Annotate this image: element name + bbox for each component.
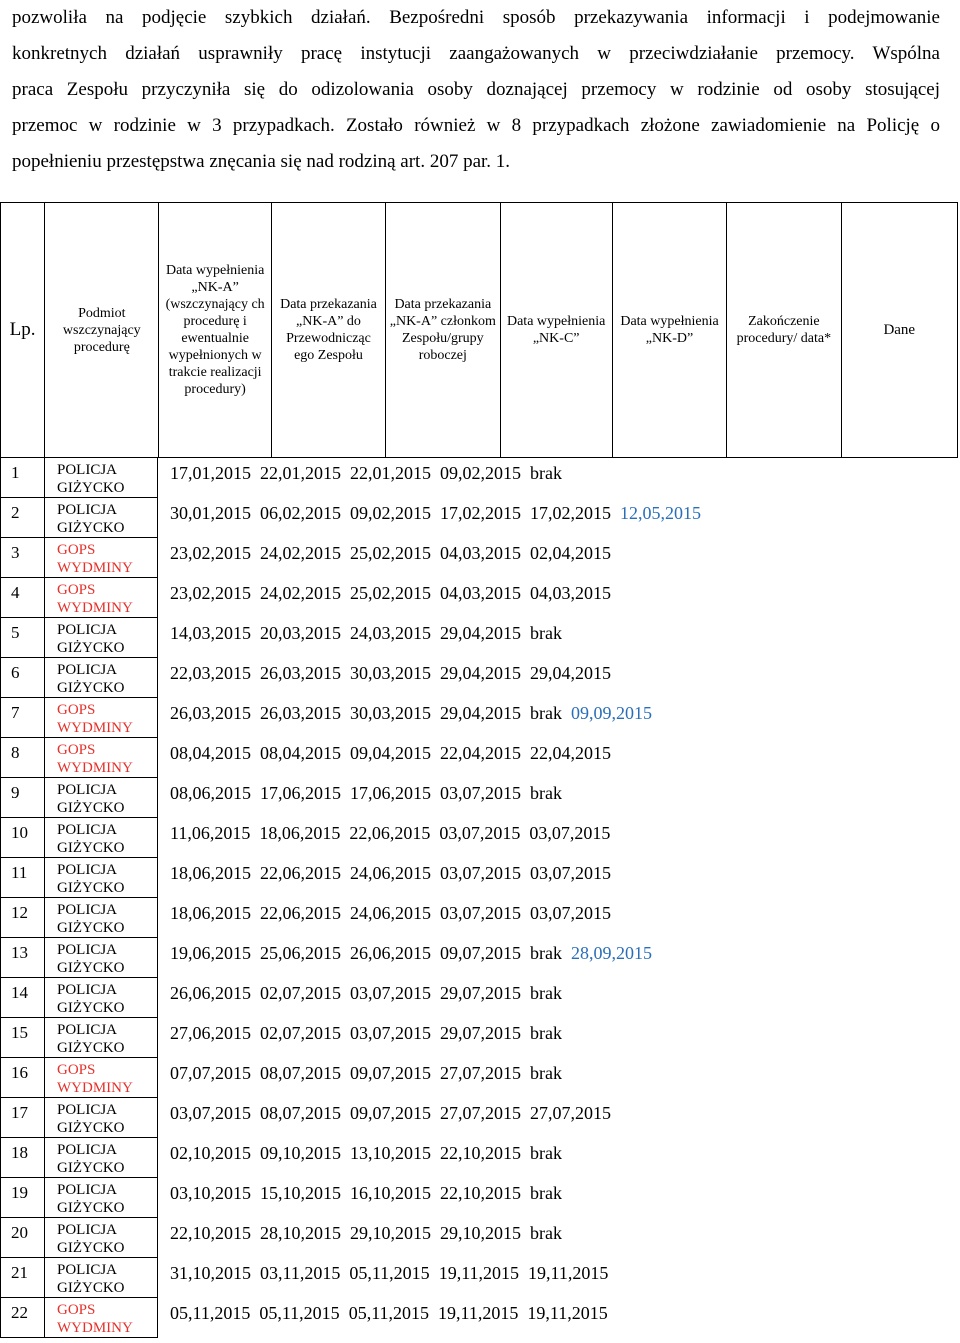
institution-name: GOPS xyxy=(57,702,96,718)
row-number: 6 xyxy=(11,663,20,682)
row-dates xyxy=(170,1183,571,1204)
institution-town: WYDMINY xyxy=(57,720,133,736)
date-value: 19,11,2015 xyxy=(528,1263,609,1283)
row-lp-cell xyxy=(0,1258,44,1298)
row-dates xyxy=(170,623,571,644)
date-value: 22,10,2015 xyxy=(440,1143,521,1163)
row-institution-cell xyxy=(44,1298,158,1338)
date-value: 11,06,2015 xyxy=(170,823,251,843)
institution-town: GIŻYCKO xyxy=(57,1040,125,1056)
table-row xyxy=(0,898,960,938)
row-dates xyxy=(170,903,620,924)
date-value: 08,07,2015 xyxy=(260,1103,341,1123)
row-dates xyxy=(170,1263,617,1284)
date-value: 18,06,2015 xyxy=(170,863,251,883)
date-value: 09,07,2015 xyxy=(350,1103,431,1123)
row-number: 12 xyxy=(11,903,28,922)
row-lp-cell xyxy=(0,938,44,978)
table-row xyxy=(0,1018,960,1058)
institution-town: GIŻYCKO xyxy=(57,680,125,696)
date-value: brak xyxy=(530,783,562,803)
row-institution-cell xyxy=(44,1058,158,1098)
row-lp-cell xyxy=(0,1218,44,1258)
date-value: 19,11,2015 xyxy=(527,1303,608,1323)
date-value: brak xyxy=(530,1063,562,1083)
date-value: 22,06,2015 xyxy=(260,903,341,923)
date-value: 02,07,2015 xyxy=(260,983,341,1003)
paragraph-line-1: pozwoliła na podjęcie szybkich działań. Bezpośredni sposób przekazywania informacji i podejmowanie xyxy=(12,7,940,28)
date-value: 03,11,2015 xyxy=(260,1263,341,1283)
date-value: 29,04,2015 xyxy=(440,703,521,723)
row-number: 15 xyxy=(11,1023,28,1042)
paragraph-line-5: popełnieniu przestępstwa znęcania się nad rodziną art. 207 par. 1. xyxy=(12,151,511,172)
table-row xyxy=(0,498,960,538)
date-value: 03,10,2015 xyxy=(170,1183,251,1203)
header-nka-date: Data wypełnienia „NK-A” (wszczynający ch procedurę i ewentualnie wypełnionych w trakcie realizacji procedury) xyxy=(159,203,271,458)
closure-date: 12,05,2015 xyxy=(620,503,701,523)
institution-name: POLICJA xyxy=(57,662,118,678)
date-value: 13,10,2015 xyxy=(350,1143,431,1163)
row-number: 11 xyxy=(11,863,28,882)
table-row xyxy=(0,1258,960,1298)
date-value: 24,06,2015 xyxy=(350,863,431,883)
date-value: 29,10,2015 xyxy=(440,1223,521,1243)
table-row xyxy=(0,538,960,578)
row-number: 2 xyxy=(11,503,20,522)
table-row xyxy=(0,938,960,978)
institution-name: POLICJA xyxy=(57,1102,118,1118)
date-value: 03,07,2015 xyxy=(530,863,611,883)
date-value: 19,11,2015 xyxy=(438,1263,520,1283)
date-value: 23,02,2015 xyxy=(170,543,251,563)
table-row xyxy=(0,618,960,658)
date-value: 18,06,2015 xyxy=(259,823,341,843)
date-value: 04,03,2015 xyxy=(530,583,611,603)
institution-town: GIŻYCKO xyxy=(57,880,125,896)
intro-paragraph xyxy=(12,0,940,180)
date-value: 03,07,2015 xyxy=(440,863,521,883)
row-dates xyxy=(170,783,571,804)
institution-name: POLICJA xyxy=(57,782,118,798)
row-institution-cell xyxy=(44,538,158,578)
row-lp-cell xyxy=(0,1098,44,1138)
date-value: 27,07,2015 xyxy=(530,1103,611,1123)
institution-town: WYDMINY xyxy=(57,760,133,776)
institution-name: POLICJA xyxy=(57,1222,118,1238)
date-value: 08,07,2015 xyxy=(260,1063,341,1083)
date-value: 26,03,2015 xyxy=(260,663,341,683)
header-closure: Zakończenie procedury/ data* xyxy=(727,203,841,458)
date-value: 09,02,2015 xyxy=(350,503,431,523)
institution-name: POLICJA xyxy=(57,622,118,638)
row-lp-cell xyxy=(0,858,44,898)
row-lp-cell xyxy=(0,1178,44,1218)
date-value: 09,10,2015 xyxy=(260,1143,341,1163)
institution-name: POLICJA xyxy=(57,1142,118,1158)
table-row xyxy=(0,1098,960,1138)
institution-name: GOPS xyxy=(57,542,96,558)
date-value: 17,02,2015 xyxy=(440,503,521,523)
row-institution-cell xyxy=(44,618,158,658)
row-lp-cell xyxy=(0,498,44,538)
table-row xyxy=(0,658,960,698)
closure-date: 09,09,2015 xyxy=(570,703,652,723)
table-row xyxy=(0,698,960,738)
date-value: 17,06,2015 xyxy=(350,783,431,803)
institution-name: GOPS xyxy=(57,1302,96,1318)
date-value: 03,07,2015 xyxy=(440,783,521,803)
row-lp-cell xyxy=(0,1058,44,1098)
date-value: 09,04,2015 xyxy=(350,743,431,763)
row-number: 8 xyxy=(11,743,20,762)
date-value: 03,07,2015 xyxy=(530,903,611,923)
date-value: brak xyxy=(530,1023,562,1043)
date-value: 27,07,2015 xyxy=(440,1063,521,1083)
row-lp-cell xyxy=(0,738,44,778)
row-dates xyxy=(170,1143,571,1164)
row-institution-cell xyxy=(44,738,158,778)
row-dates xyxy=(170,703,661,724)
header-members-date: Data przekazania „NK-A” członkom Zespołu/grupy roboczej xyxy=(386,203,500,458)
date-value: brak xyxy=(530,463,562,483)
date-value: 30,03,2015 xyxy=(350,663,431,683)
row-number: 19 xyxy=(11,1183,28,1202)
row-lp-cell xyxy=(0,1298,44,1338)
institution-town: WYDMINY xyxy=(57,560,133,576)
row-dates xyxy=(170,823,619,844)
date-value: 26,03,2015 xyxy=(260,703,341,723)
date-value: 24,02,2015 xyxy=(260,543,341,563)
row-lp-cell xyxy=(0,578,44,618)
row-dates xyxy=(170,863,620,884)
row-dates xyxy=(170,503,710,524)
institution-town: GIŻYCKO xyxy=(57,520,125,536)
date-value: brak xyxy=(530,1223,562,1243)
date-value: 22,10,2015 xyxy=(170,1223,251,1243)
row-number: 18 xyxy=(11,1143,28,1162)
date-value: 26,03,2015 xyxy=(170,703,251,723)
row-dates xyxy=(170,583,620,604)
date-value: 30,03,2015 xyxy=(350,703,431,723)
table-row xyxy=(0,818,960,858)
row-institution-cell xyxy=(44,1138,158,1178)
institution-name: POLICJA xyxy=(57,862,118,878)
institution-name: POLICJA xyxy=(57,1262,118,1278)
date-value: 29,04,2015 xyxy=(530,663,611,683)
date-value: 05,11,2015 xyxy=(349,1263,430,1283)
date-value: 09,02,2015 xyxy=(440,463,521,483)
date-value: 27,07,2015 xyxy=(440,1103,521,1123)
row-lp-cell xyxy=(0,538,44,578)
row-lp-cell xyxy=(0,818,44,858)
row-lp-cell xyxy=(0,978,44,1018)
row-dates xyxy=(170,943,661,964)
closure-date: 28,09,2015 xyxy=(570,943,652,963)
institution-name: POLICJA xyxy=(57,902,118,918)
institution-town: WYDMINY xyxy=(57,1320,133,1336)
institution-name: POLICJA xyxy=(57,462,118,478)
row-institution-cell xyxy=(44,458,158,498)
date-value: 17,02,2015 xyxy=(530,503,611,523)
date-value: 26,06,2015 xyxy=(170,983,251,1003)
institution-town: WYDMINY xyxy=(57,1080,133,1096)
date-value: 04,03,2015 xyxy=(440,543,521,563)
date-value: 02,07,2015 xyxy=(260,1023,341,1043)
table-row xyxy=(0,978,960,1018)
date-value: 17,06,2015 xyxy=(260,783,341,803)
table-row xyxy=(0,1138,960,1178)
table-row xyxy=(0,1058,960,1098)
institution-name: POLICJA xyxy=(57,1182,118,1198)
row-lp-cell xyxy=(0,778,44,818)
date-value: 25,06,2015 xyxy=(260,943,341,963)
row-institution-cell xyxy=(44,778,158,818)
institution-town: GIŻYCKO xyxy=(57,480,125,496)
institution-town: WYDMINY xyxy=(57,600,133,616)
date-value: 05,11,2015 xyxy=(348,1303,430,1323)
row-number: 17 xyxy=(11,1103,28,1122)
row-institution-cell xyxy=(44,1258,158,1298)
row-number: 13 xyxy=(11,943,28,962)
row-institution-cell xyxy=(44,578,158,618)
procedure-table-header xyxy=(0,202,958,458)
date-value: 27,06,2015 xyxy=(170,1023,251,1043)
institution-town: GIŻYCKO xyxy=(57,1120,125,1136)
institution-town: GIŻYCKO xyxy=(57,840,125,856)
date-value: 03,07,2015 xyxy=(350,983,431,1003)
date-value: 22,04,2015 xyxy=(440,743,521,763)
institution-town: GIŻYCKO xyxy=(57,960,125,976)
row-dates xyxy=(170,543,620,564)
institution-name: GOPS xyxy=(57,742,96,758)
institution-name: POLICJA xyxy=(57,822,118,838)
date-value: 09,07,2015 xyxy=(350,1063,431,1083)
row-lp-cell xyxy=(0,1138,44,1178)
row-institution-cell xyxy=(44,1218,158,1258)
date-value: 17,01,2015 xyxy=(170,463,251,483)
table-row xyxy=(0,1298,960,1338)
row-dates xyxy=(170,1103,620,1124)
header-dane: Dane xyxy=(841,203,957,458)
row-lp-cell xyxy=(0,1018,44,1058)
row-institution-cell xyxy=(44,938,158,978)
table-row xyxy=(0,1178,960,1218)
date-value: 19,06,2015 xyxy=(170,943,251,963)
row-institution-cell xyxy=(44,898,158,938)
row-number: 10 xyxy=(11,823,28,842)
date-value: 29,07,2015 xyxy=(440,983,521,1003)
date-value: 22,06,2015 xyxy=(349,823,431,843)
date-value: 28,10,2015 xyxy=(260,1223,341,1243)
row-dates xyxy=(170,1023,571,1044)
header-podmiot: Podmiot wszczynający procedurę xyxy=(45,203,159,458)
institution-town: GIŻYCKO xyxy=(57,1160,125,1176)
row-dates xyxy=(170,463,571,484)
date-value: 05,11,2015 xyxy=(259,1303,340,1323)
date-value: 05,11,2015 xyxy=(170,1303,251,1323)
date-value: 04,03,2015 xyxy=(440,583,521,603)
paragraph-line-2: konkretnych działań usprawniły pracę instytucji zaangażowanych w przeciwdziałanie przemocy. Wspólna xyxy=(12,43,940,64)
row-dates xyxy=(170,1223,571,1244)
date-value: 19,11,2015 xyxy=(438,1303,519,1323)
table-row xyxy=(0,578,960,618)
row-dates xyxy=(170,983,571,1004)
date-value: 29,04,2015 xyxy=(440,663,521,683)
row-dates xyxy=(170,1303,617,1324)
header-transfer-date: Data przekazania „NK-A” do Przewodnicząc ego Zespołu xyxy=(271,203,385,458)
date-value: 07,07,2015 xyxy=(170,1063,251,1083)
institution-town: GIŻYCKO xyxy=(57,1200,125,1216)
date-value: 03,07,2015 xyxy=(529,823,611,843)
institution-town: GIŻYCKO xyxy=(57,920,125,936)
institution-name: GOPS xyxy=(57,582,96,598)
row-institution-cell xyxy=(44,1098,158,1138)
row-number: 4 xyxy=(11,583,20,602)
date-value: 26,06,2015 xyxy=(350,943,431,963)
header-nkc-date: Data wypełnienia „NK-C” xyxy=(500,203,612,458)
table-row xyxy=(0,738,960,778)
date-value: 29,10,2015 xyxy=(350,1223,431,1243)
date-value: brak xyxy=(530,1183,562,1203)
row-lp-cell xyxy=(0,618,44,658)
date-value: 15,10,2015 xyxy=(260,1183,341,1203)
date-value: 30,01,2015 xyxy=(170,503,251,523)
row-institution-cell xyxy=(44,698,158,738)
row-number: 16 xyxy=(11,1063,28,1082)
date-value: 25,02,2015 xyxy=(350,543,431,563)
date-value: 20,03,2015 xyxy=(260,623,341,643)
row-institution-cell xyxy=(44,978,158,1018)
institution-town: GIŻYCKO xyxy=(57,800,125,816)
header-lp: Lp. xyxy=(1,203,45,458)
date-value: 22,01,2015 xyxy=(350,463,431,483)
date-value: brak xyxy=(530,1143,562,1163)
date-value: 24,03,2015 xyxy=(350,623,431,643)
date-value: 03,07,2015 xyxy=(440,903,521,923)
date-value: 29,07,2015 xyxy=(440,1023,521,1043)
institution-town: GIŻYCKO xyxy=(57,1000,125,1016)
row-institution-cell xyxy=(44,658,158,698)
date-value: 24,02,2015 xyxy=(260,583,341,603)
institution-name: POLICJA xyxy=(57,942,118,958)
row-dates xyxy=(170,1063,571,1084)
row-institution-cell xyxy=(44,1178,158,1218)
date-value: 25,02,2015 xyxy=(350,583,431,603)
date-value: 16,10,2015 xyxy=(350,1183,431,1203)
date-value: brak xyxy=(530,983,562,1003)
header-nkd-date: Data wypełnienia „NK-D” xyxy=(612,203,726,458)
row-lp-cell xyxy=(0,698,44,738)
date-value: 24,06,2015 xyxy=(350,903,431,923)
date-value: 22,01,2015 xyxy=(260,463,341,483)
row-number: 22 xyxy=(11,1303,28,1322)
row-number: 5 xyxy=(11,623,20,642)
date-value: 31,10,2015 xyxy=(170,1263,251,1283)
paragraph-line-3: praca Zespołu przyczyniła się do odizolowania osoby doznającej przemocy w rodzinie od osoby stosującej xyxy=(12,79,940,100)
date-value: 08,04,2015 xyxy=(170,743,251,763)
row-number: 14 xyxy=(11,983,28,1002)
date-value: 03,07,2015 xyxy=(439,823,521,843)
table-row xyxy=(0,778,960,818)
row-number: 1 xyxy=(11,463,20,482)
date-value: 22,10,2015 xyxy=(440,1183,521,1203)
institution-town: GIŻYCKO xyxy=(57,1240,125,1256)
row-number: 20 xyxy=(11,1223,28,1242)
date-value: 03,07,2015 xyxy=(350,1023,431,1043)
row-institution-cell xyxy=(44,498,158,538)
date-value: brak xyxy=(530,943,562,963)
row-institution-cell xyxy=(44,858,158,898)
date-value: 09,07,2015 xyxy=(440,943,521,963)
date-value: 08,06,2015 xyxy=(170,783,251,803)
row-number: 9 xyxy=(11,783,20,802)
institution-town: GIŻYCKO xyxy=(57,640,125,656)
date-value: 08,04,2015 xyxy=(260,743,341,763)
paragraph-line-4: przemoc w rodzinie w 3 przypadkach. Zostało również w 8 przypadkach złożone zawiadomienie na Policję o xyxy=(12,115,940,136)
date-value: 02,10,2015 xyxy=(170,1143,251,1163)
table-row xyxy=(0,458,960,498)
row-lp-cell xyxy=(0,898,44,938)
row-number: 21 xyxy=(11,1263,28,1282)
table-row xyxy=(0,1218,960,1258)
date-value: 06,02,2015 xyxy=(260,503,341,523)
row-lp-cell xyxy=(0,658,44,698)
table-row xyxy=(0,858,960,898)
date-value: 02,04,2015 xyxy=(530,543,611,563)
row-institution-cell xyxy=(44,1018,158,1058)
institution-name: POLICJA xyxy=(57,982,118,998)
date-value: 18,06,2015 xyxy=(170,903,251,923)
date-value: 14,03,2015 xyxy=(170,623,251,643)
date-value: 03,07,2015 xyxy=(170,1103,251,1123)
row-number: 3 xyxy=(11,543,20,562)
row-institution-cell xyxy=(44,818,158,858)
row-dates xyxy=(170,663,620,684)
institution-name: POLICJA xyxy=(57,1022,118,1038)
date-value: 22,03,2015 xyxy=(170,663,251,683)
row-dates xyxy=(170,743,620,764)
date-value: brak xyxy=(530,703,562,723)
institution-name: GOPS xyxy=(57,1062,96,1078)
date-value: brak xyxy=(530,623,562,643)
date-value: 22,06,2015 xyxy=(260,863,341,883)
row-number: 7 xyxy=(11,703,20,722)
date-value: 29,04,2015 xyxy=(440,623,521,643)
date-value: 22,04,2015 xyxy=(530,743,611,763)
date-value: 23,02,2015 xyxy=(170,583,251,603)
institution-town: GIŻYCKO xyxy=(57,1280,125,1296)
row-lp-cell xyxy=(0,458,44,498)
institution-name: POLICJA xyxy=(57,502,118,518)
